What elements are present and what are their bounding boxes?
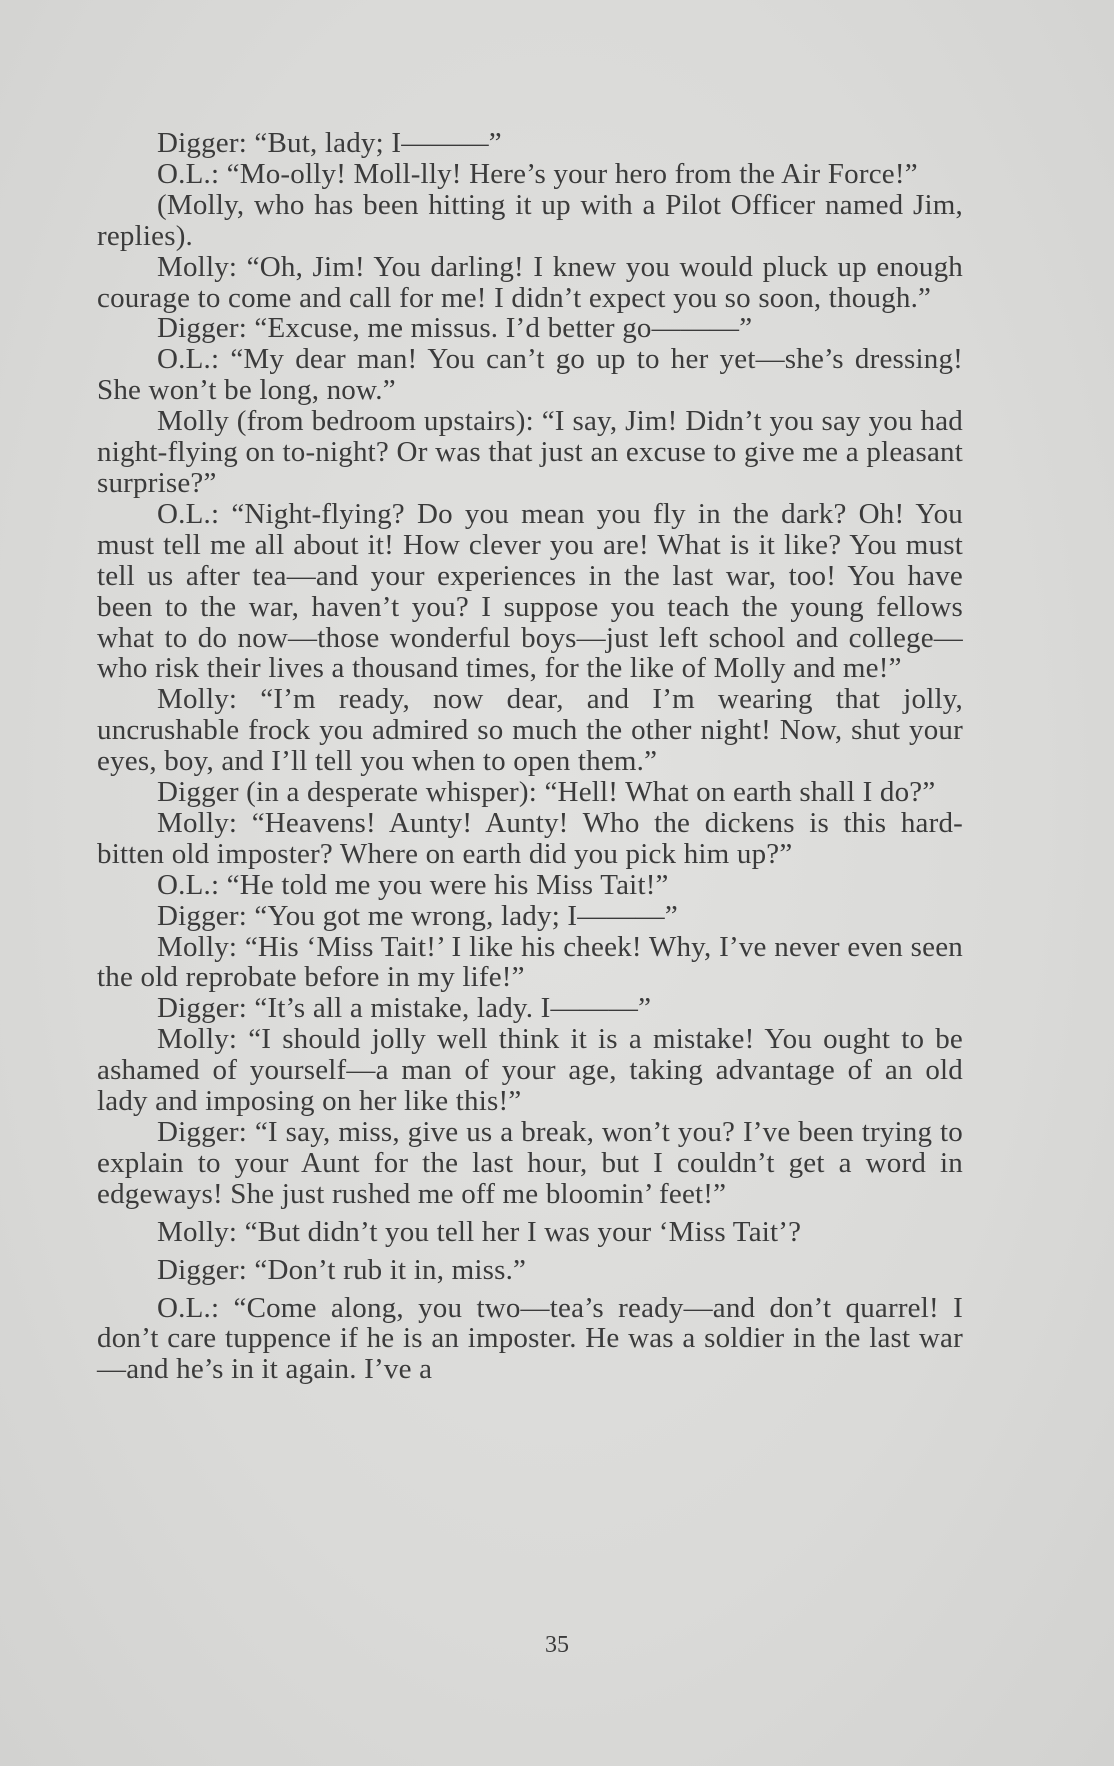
- paragraph: O.L.: “Night-flying? Do you mean you fly in the dark? Oh! You must tell me all about it! How clever you are! What is it like? You must tell us after tea—and your experiences in the last war, too! You have been to the war, haven’t you? I suppose you teach the young fellows what to do now—those wonderful boys—just left school and college—who risk their lives a thousand times, for the like of Molly and me!”: [97, 497, 963, 685]
- page-number: 35: [545, 1632, 569, 1658]
- paragraph: Molly (from bedroom upstairs): “I say, Jim! Didn’t you say you had night-flying on to-night? Or was that just an excuse to give me a pleasant surprise?”: [97, 405, 963, 499]
- paragraph: Digger: “You got me wrong, lady; I———”: [157, 899, 678, 932]
- paragraph: Digger: “Don’t rub it in, miss.”: [157, 1253, 527, 1286]
- paragraph: Molly: “Heavens! Aunty! Aunty! Who the dickens is this hard-bitten old imposter? Where on earth did you pick him up?”: [97, 806, 963, 870]
- paragraph: Digger: “But, lady; I———”: [157, 127, 502, 159]
- paragraph: Digger (in a desperate whisper): “Hell! What on earth shall I do?”: [157, 776, 936, 809]
- paragraph: Molly: “I’m ready, now dear, and I’m wearing that jolly, uncrushable frock you admired so much the other night! Now, shut your eyes, boy, and I’ll tell you when to open them.”: [97, 683, 963, 778]
- paragraph: O.L.: “My dear man! You can’t go up to her yet—she’s dressing! She won’t be long, now.”: [97, 343, 963, 407]
- paragraph: O.L.: “Come along, you two—tea’s ready—and don’t quarrel! I don’t care tuppence if he is an imposter. He was a soldier in the last war—and he’s in it again. I’ve a: [97, 1291, 963, 1386]
- paragraph: O.L.: “Mo-olly! Moll-lly! Here’s your hero from the Air Force!”: [157, 157, 918, 190]
- paragraph: Digger: “It’s all a mistake, lady. I———”: [157, 992, 652, 1025]
- paragraph: Molly: “I should jolly well think it is a mistake! You ought to be ashamed of yourself—a man of your age, taking advantage of an old lady and imposing on her like this!”: [97, 1023, 963, 1118]
- paragraph: Molly: “Oh, Jim! You darling! I knew you would pluck up enough courage to come and call for me! I didn’t expect you so soon, though.”: [97, 250, 963, 314]
- paragraph: Molly: “But didn’t you tell her I was your ‘Miss Tait’?: [157, 1215, 802, 1248]
- paragraph: O.L.: “He told me you were his Miss Tait!”: [157, 868, 669, 901]
- paragraph: (Molly, who has been hitting it up with a Pilot Officer named Jim, replies).: [97, 188, 963, 252]
- page-text: [97, 128, 963, 1385]
- paragraph: Digger: “I say, miss, give us a break, won’t you? I’ve been trying to explain to your Aunt for the last hour, but I couldn’t get a word in edgeways! She just rushed me off me bloomin’ feet!”: [97, 1116, 963, 1210]
- paragraph: Digger: “Excuse, me missus. I’d better go———”: [157, 312, 753, 345]
- paragraph: Molly: “His ‘Miss Tait!’ I like his cheek! Why, I’ve never even seen the old reprobate before in my life!”: [97, 930, 963, 994]
